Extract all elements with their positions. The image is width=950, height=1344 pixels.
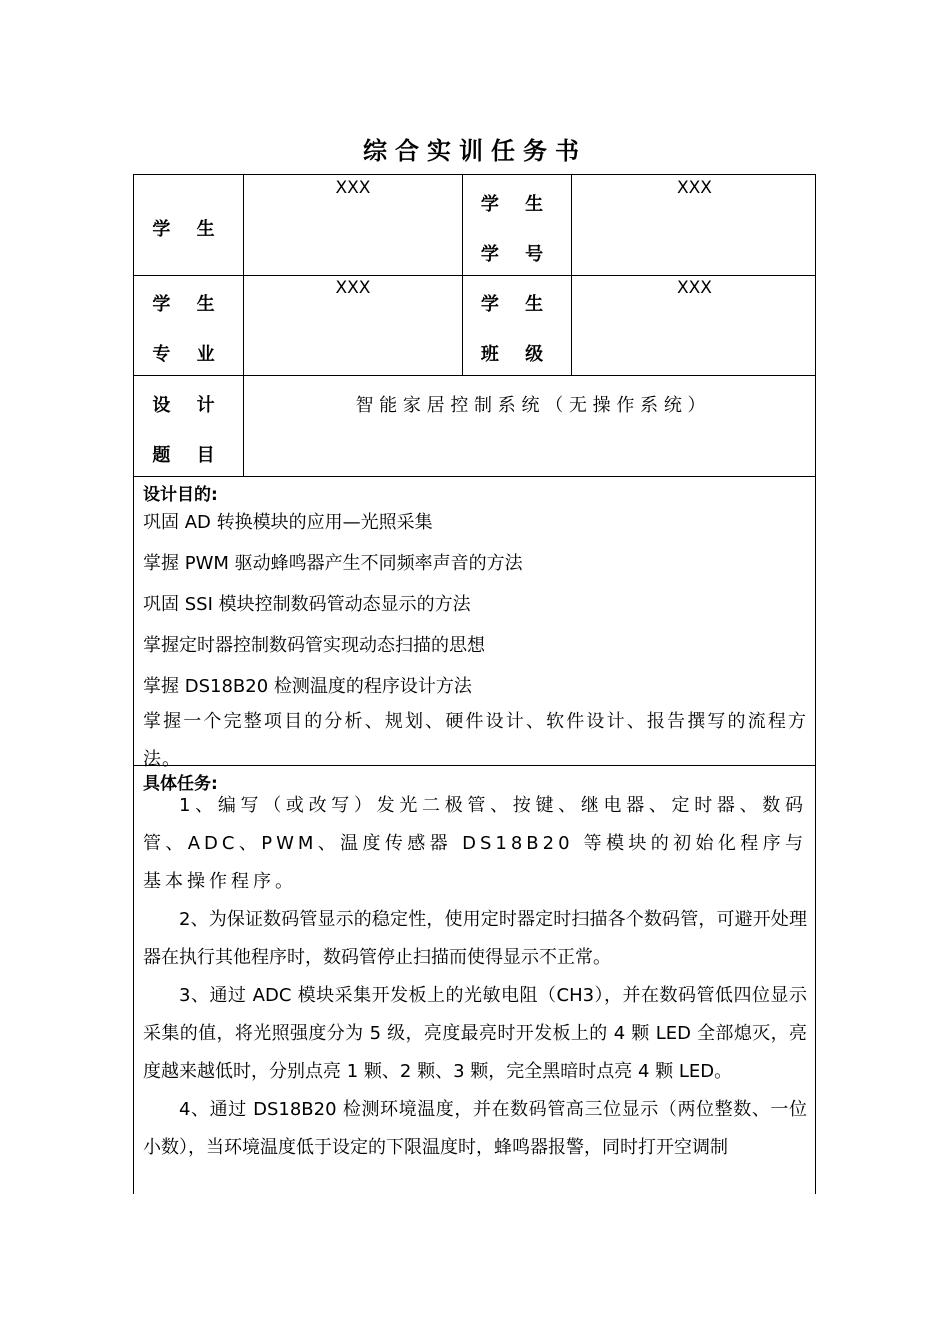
topic-value: 智 能 家 居 控 制 系 统 （ 无 操 作 系 统 ） (355, 395, 706, 416)
major-value: XXX (335, 278, 371, 298)
tasks-heading: 具体任务: (143, 774, 218, 794)
student-name-value: XXX (335, 178, 371, 198)
student-id-label-line2: 学 号 (480, 244, 554, 265)
row-divider (134, 375, 815, 376)
col-divider (243, 175, 244, 476)
task-table (133, 174, 816, 1194)
major-label-line1: 学 生 (152, 294, 225, 315)
task-item: 2、为保证数码管显示的稳定性，使用定时器定时扫描各个数码管，可避开处理器在执行其他程序时，数码管停止扫描而使得显示不正常。 (143, 909, 807, 968)
task-item: 4、通过 DS18B20 检测环境温度，并在数码管高三位显示（两位整数、一位小数），当环境温度低于设定的下限温度时，蜂鸣器报警，同时打开空调制 (143, 1099, 807, 1158)
student-name-label: 学 生 (152, 219, 225, 240)
class-label-line1: 学 生 (480, 294, 554, 315)
row-divider (134, 275, 815, 276)
class-label-line2: 班 级 (480, 344, 554, 365)
purpose-item: 掌握 PWM 驱动蜂鸣器产生不同频率声音的方法 (143, 553, 523, 574)
document-title: 综合实训任务书 (363, 137, 587, 165)
purpose-item: 巩固 SSI 模块控制数码管动态显示的方法 (143, 594, 471, 615)
task-item: 1、编写（或改写）发光二极管、按键、继电器、定时器、数码管、ADC、PWM、温度传感器 DS18B20 等模块的初始化程序与基本操作程序。 (143, 795, 807, 892)
row-divider (134, 476, 815, 477)
task-item: 3、通过 ADC 模块采集开发板上的光敏电阻（CH3），并在数码管低四位显示采集的值，将光照强度分为 5 级，亮度最亮时开发板上的 4 颗 LED 全部熄灭，亮度越来越低时，分别点亮 1 颗、2 颗、3 颗，完全黑暗时点亮 4 颗 LED。 (143, 985, 807, 1082)
major-label-line2: 专 业 (152, 344, 225, 365)
tasks-section (143, 769, 807, 1167)
purpose-item: 掌握 DS18B20 检测温度的程序设计方法 (143, 676, 472, 697)
student-id-label-line1: 学 生 (480, 194, 554, 215)
topic-label-line1: 设 计 (152, 395, 225, 416)
student-id-value: XXX (677, 178, 712, 198)
purpose-item: 掌握一个完整项目的分析、规划、硬件设计、软件设计、报告撰写的流程方法。 (143, 711, 807, 770)
purpose-item: 巩固 AD 转换模块的应用—光照采集 (143, 512, 433, 533)
class-value: XXX (677, 278, 712, 298)
purpose-item: 掌握定时器控制数码管实现动态扫描的思想 (143, 635, 485, 656)
col-divider (571, 175, 572, 375)
purpose-section (143, 480, 807, 779)
purpose-heading: 设计目的: (143, 485, 218, 505)
topic-label-line2: 题 目 (152, 445, 225, 466)
